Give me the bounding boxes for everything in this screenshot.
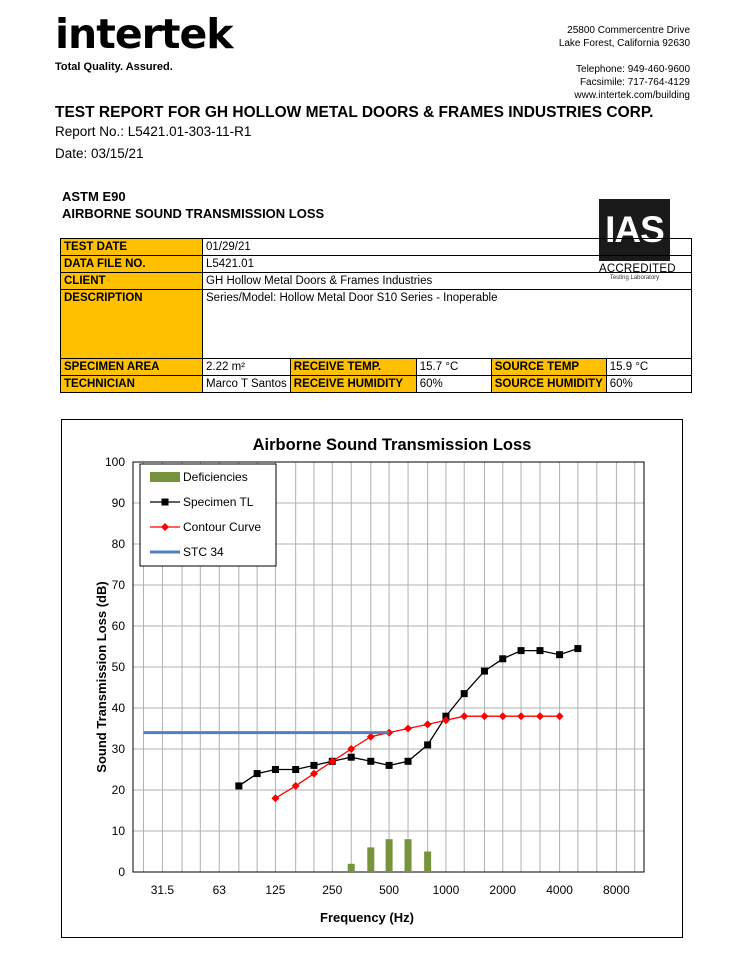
y-tick-label: 20 (111, 783, 125, 797)
x-axis-label: Frequency (Hz) (320, 910, 414, 925)
facsimile: Facsimile: 717-764-4129 (579, 77, 690, 88)
section-heading: AIRBORNE SOUND TRANSMISSION LOSS (62, 206, 325, 221)
legend (140, 464, 276, 566)
specimen-tl-point (481, 668, 488, 675)
specimen-tl-point (235, 782, 242, 789)
client-value: GH Hollow Metal Doors & Frames Industries (203, 273, 692, 290)
source-humidity-value: 60% (606, 376, 691, 393)
data-file-value: L5421.01 (203, 256, 692, 273)
deficiency-bar (348, 864, 355, 872)
legend-label-contour-curve: Contour Curve (183, 520, 262, 534)
legend-label-stc-34: STC 34 (183, 545, 224, 559)
technician-label: TECHNICIAN (61, 376, 203, 393)
deficiency-bar (424, 852, 431, 873)
test-date-value: 01/29/21 (203, 239, 692, 256)
specimen-tl-point (405, 758, 412, 765)
y-axis-label: Sound Transmission Loss (dB) (94, 581, 109, 773)
table-row (61, 376, 692, 393)
specimen-area-value: 2.22 m² (203, 359, 291, 376)
x-tick-label: 125 (265, 883, 286, 897)
table-row (61, 359, 692, 376)
technician-value: Marco T Santos (203, 376, 291, 393)
table-row (61, 239, 692, 256)
description-label: DESCRIPTION (61, 290, 203, 359)
telephone: Telephone: 949-460-9600 (576, 64, 690, 75)
address-line-1: 25800 Commercentre Drive (567, 25, 690, 36)
report-number: Report No.: L5421.01-303-11-R1 (55, 124, 252, 139)
ias-mark: IAS (599, 199, 670, 261)
x-tick-label: 4000 (546, 883, 573, 897)
table-row (61, 290, 692, 359)
client-label: CLIENT (61, 273, 203, 290)
deficiency-bar (386, 839, 393, 872)
stl-chart (62, 420, 682, 937)
deficiency-bar (405, 839, 412, 872)
report-date: Date: 03/15/21 (55, 146, 144, 161)
legend-marker-specimen-tl (162, 499, 169, 506)
y-tick-label: 0 (118, 865, 125, 879)
lab-label: Testing Laboratory (609, 275, 660, 281)
intertek-logo: intertek (55, 10, 233, 58)
source-temp-value: 15.9 °C (606, 359, 691, 376)
deficiency-bar (367, 847, 374, 872)
source-temp-label: SOURCE TEMP (491, 359, 606, 376)
specimen-tl-point (348, 754, 355, 761)
x-tick-label: 8000 (603, 883, 630, 897)
y-tick-label: 60 (111, 619, 125, 633)
y-tick-label: 50 (111, 660, 125, 674)
specimen-tl-point (292, 766, 299, 773)
table-row (61, 273, 692, 290)
y-tick-label: 40 (111, 701, 125, 715)
legend-swatch-deficiencies (150, 472, 180, 482)
specimen-area-label: SPECIMEN AREA (61, 359, 203, 376)
y-tick-label: 100 (104, 455, 125, 469)
x-tick-label: 2000 (489, 883, 517, 897)
specimen-tl-point (254, 770, 261, 777)
chart-title: Airborne Sound Transmission Loss (252, 436, 532, 454)
table-row (61, 256, 692, 273)
y-tick-label: 80 (111, 537, 125, 551)
y-tick-label: 10 (111, 824, 125, 838)
y-tick-label: 70 (111, 578, 125, 592)
legend-label-specimen-tl: Specimen TL (183, 495, 254, 509)
specimen-tl-point (310, 762, 317, 769)
x-tick-label: 31.5 (150, 883, 175, 897)
specimen-tl-point (367, 758, 374, 765)
specimen-tl-point (574, 645, 581, 652)
receive-temp-label: RECEIVE TEMP. (290, 359, 416, 376)
receive-temp-value: 15.7 °C (416, 359, 491, 376)
specimen-tl-point (499, 655, 506, 662)
legend-label-deficiencies: Deficiencies (183, 470, 248, 484)
data-file-label: DATA FILE NO. (61, 256, 203, 273)
specimen-tl-point (424, 741, 431, 748)
address-line-2: Lake Forest, California 92630 (558, 38, 690, 49)
specimen-tl-point (461, 690, 468, 697)
specimen-tl-point (536, 647, 543, 654)
test-date-label: TEST DATE (61, 239, 203, 256)
x-tick-label: 63 (212, 883, 226, 897)
chart-frame (61, 419, 683, 938)
specimen-tl-point (556, 651, 563, 658)
report-title: TEST REPORT FOR GH HOLLOW METAL DOORS & FRAMES INDUSTRIES CORP. (55, 104, 654, 121)
test-info-table (60, 238, 692, 393)
x-tick-label: 1000 (432, 883, 460, 897)
standard-heading: ASTM E90 (62, 189, 126, 204)
description-value: Series/Model: Hollow Metal Door S10 Series - Inoperable (203, 290, 692, 359)
y-tick-label: 30 (111, 742, 125, 756)
y-tick-label: 90 (111, 496, 125, 510)
receive-humidity-label: RECEIVE HUMIDITY (290, 376, 416, 393)
specimen-tl-point (386, 762, 393, 769)
website-link[interactable]: www.intertek.com/building (574, 90, 690, 101)
x-tick-label: 250 (322, 883, 343, 897)
source-humidity-label: SOURCE HUMIDITY (491, 376, 606, 393)
tagline: Total Quality. Assured. (55, 61, 173, 73)
specimen-tl-point (518, 647, 525, 654)
x-tick-label: 500 (379, 883, 400, 897)
specimen-tl-point (272, 766, 279, 773)
receive-humidity-value: 60% (416, 376, 491, 393)
accredited-label: ACCREDITED (599, 263, 676, 275)
